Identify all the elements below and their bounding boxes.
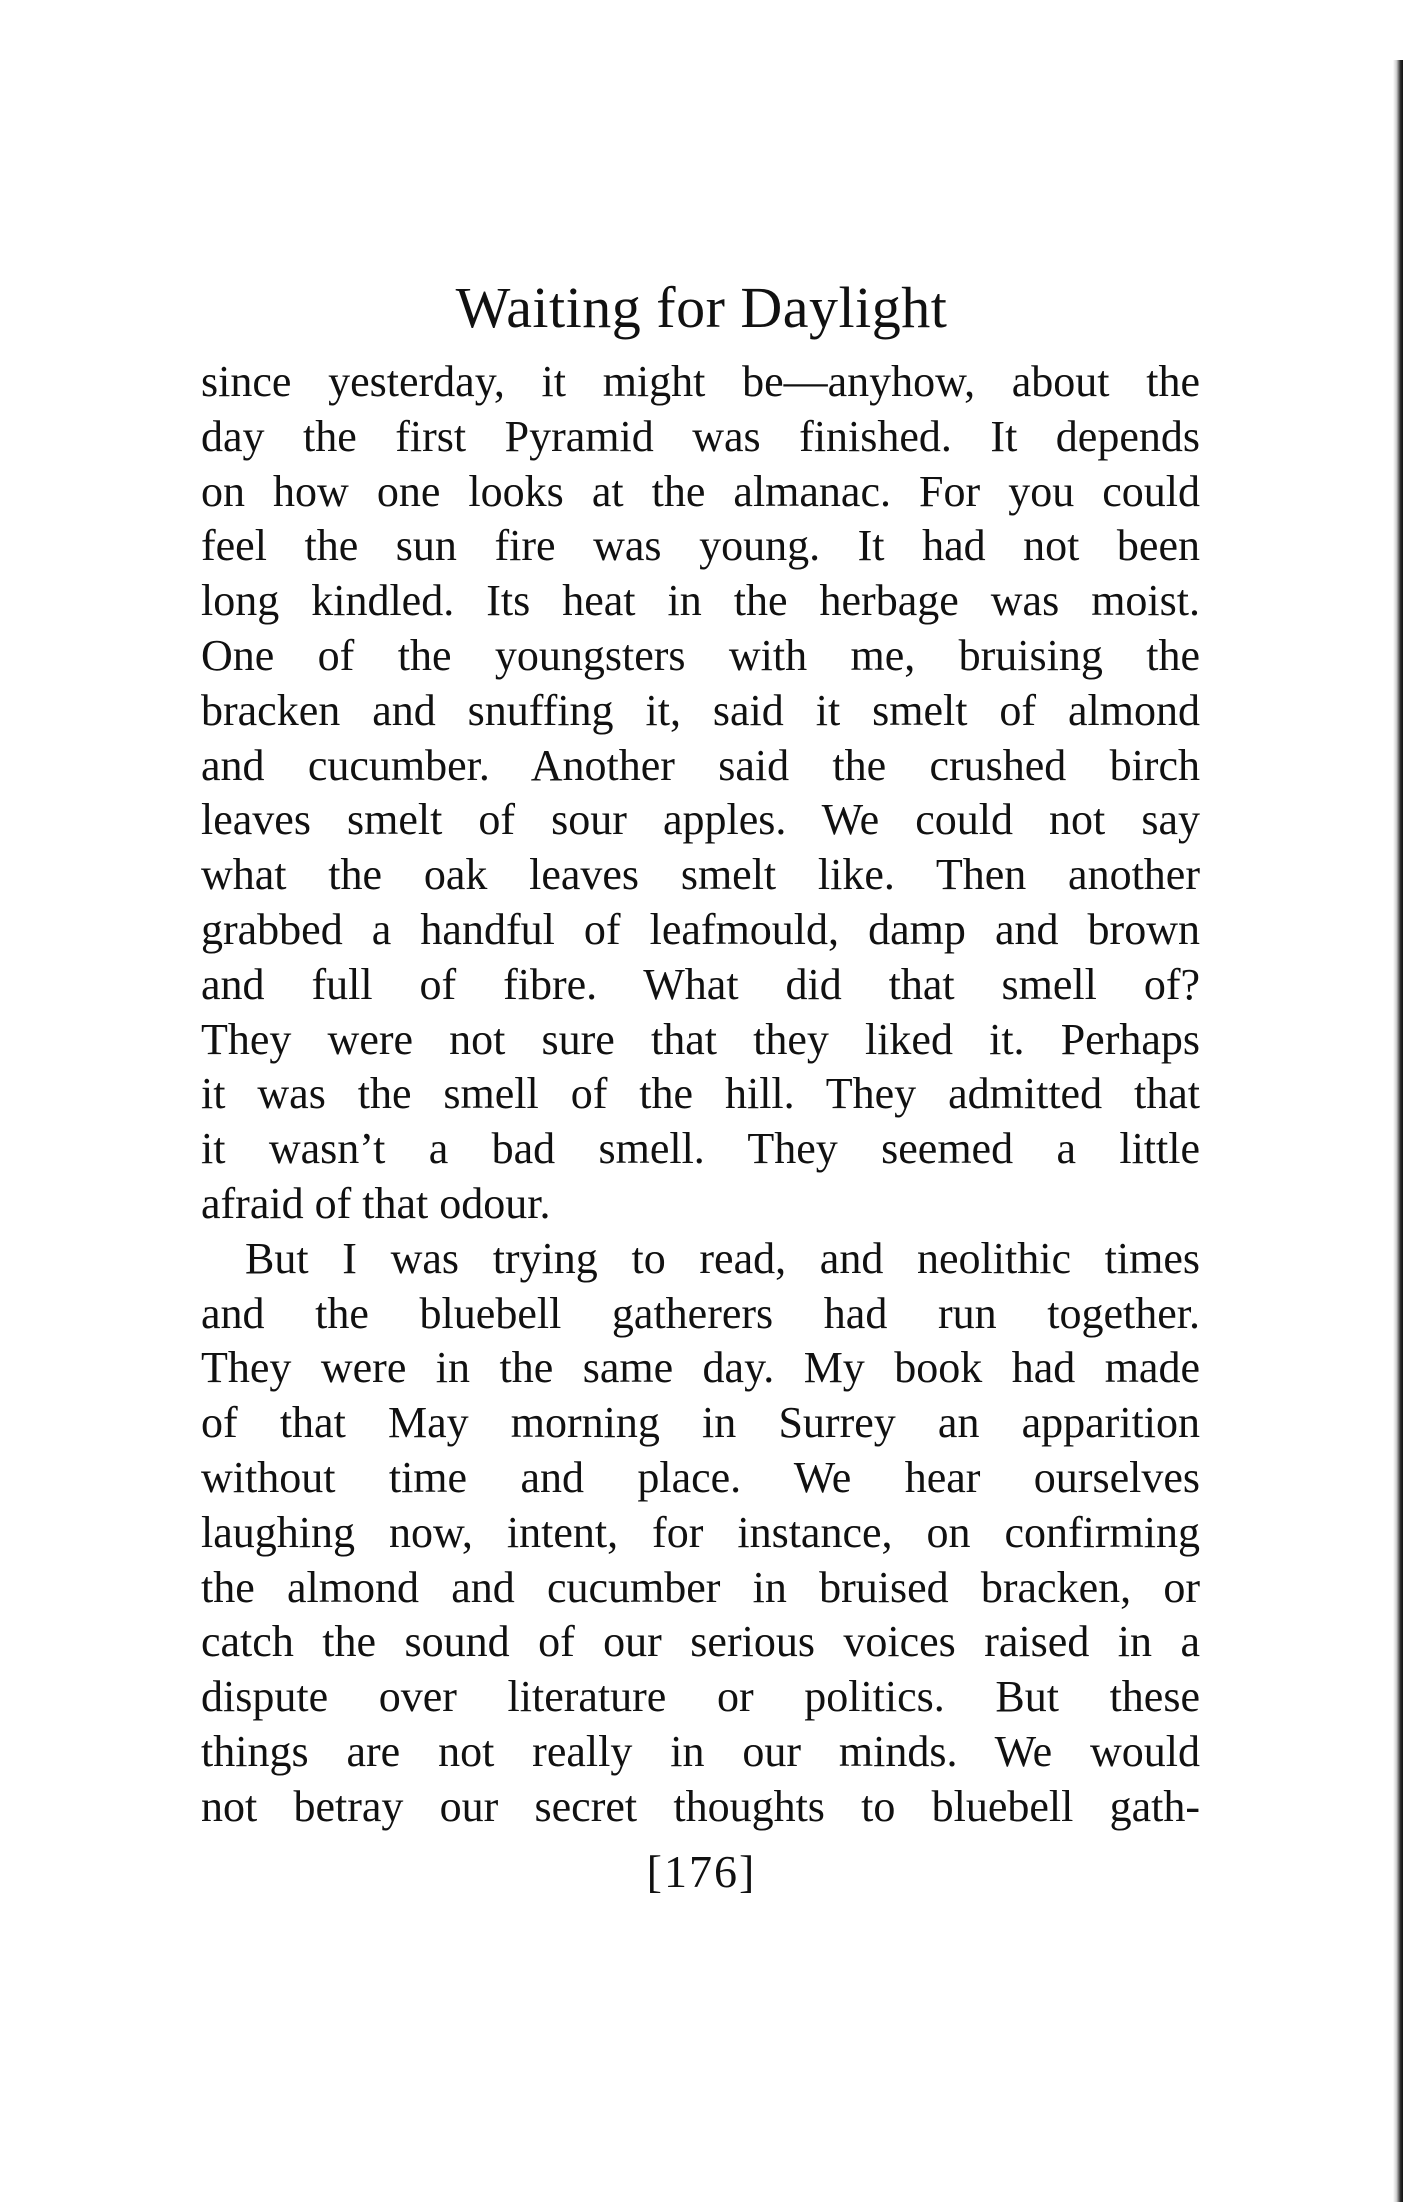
text-line: not betray our secret thoughts to bluebell gath- (201, 1781, 1200, 1831)
running-head: Waiting for Daylight (455, 275, 948, 340)
text-line: and full of fibre. What did that smell of? (201, 959, 1200, 1009)
text-line: without time and place. We hear ourselves (201, 1452, 1200, 1502)
text-line: They were in the same day. My book had made (201, 1343, 1200, 1393)
text-line: what the oak leaves smelt like. Then another (201, 850, 1200, 900)
text-line: day the first Pyramid was finished. It depends (201, 411, 1200, 461)
text-line: and cucumber. Another said the crushed birch (201, 740, 1200, 790)
text-line: They were not sure that they liked it. Perhaps (201, 1014, 1200, 1064)
text-line: grabbed a handful of leafmould, damp and brown (201, 904, 1200, 954)
paragraph-2 (201, 1232, 1200, 1835)
text-line: it wasn’t a bad smell. They seemed a little (201, 1124, 1200, 1174)
page-number: [176] (646, 1846, 757, 1897)
text-line: and the bluebell gatherers had run together. (201, 1288, 1200, 1338)
paragraph-1 (201, 355, 1200, 1232)
text-line: things are not really in our minds. We would (201, 1726, 1200, 1776)
text-line: since yesterday, it might be—anyhow, about the (201, 357, 1200, 406)
text-line: catch the sound of our serious voices raised in a (201, 1617, 1200, 1667)
text-line: leaves smelt of sour apples. We could not say (201, 795, 1200, 845)
text-line: feel the sun fire was young. It had not been (201, 521, 1200, 571)
body-text (201, 355, 1200, 1835)
text-line: long kindled. Its heat in the herbage was moist. (201, 576, 1200, 626)
text-line: dispute over literature or politics. But these (201, 1672, 1200, 1722)
text-line: it was the smell of the hill. They admitted that (201, 1069, 1200, 1119)
text-line: of that May morning in Surrey an apparition (201, 1398, 1200, 1448)
text-line: bracken and snuffing it, said it smelt of almond (201, 685, 1200, 735)
text-line: But I was trying to read, and neolithic times (245, 1233, 1200, 1283)
text-line: afraid of that odour. (201, 1178, 551, 1228)
text-line: on how one looks at the almanac. For you could (201, 466, 1200, 516)
text-line: One of the youngsters with me, bruising the (201, 630, 1200, 680)
text-line: laughing now, intent, for instance, on confirming (201, 1507, 1200, 1557)
text-line: the almond and cucumber in bruised bracken, or (201, 1562, 1200, 1612)
